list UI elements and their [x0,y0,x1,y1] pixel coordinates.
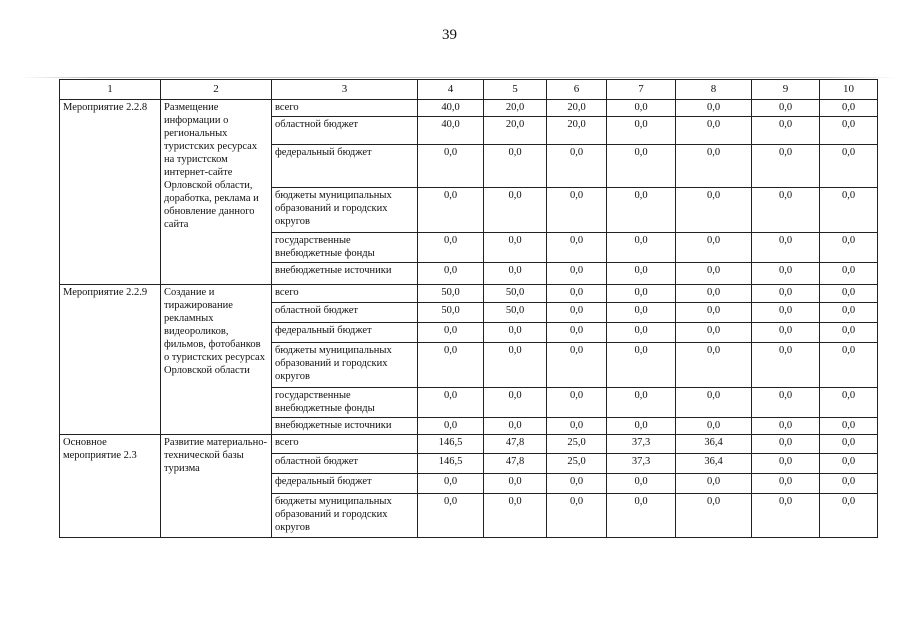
amount-cell: 20,0 [484,117,547,145]
amount-cell: 0,0 [752,285,820,303]
amount-cell: 0,0 [484,145,547,188]
table-row [60,285,878,303]
amount-cell: 0,0 [820,263,878,285]
amount-cell: 0,0 [547,188,607,233]
amount-cell: 0,0 [820,323,878,343]
amount-cell: 0,0 [547,388,607,418]
funding-source: федеральный бюджет [272,145,418,188]
amount-cell: 0,0 [607,303,676,323]
amount-cell: 0,0 [752,233,820,263]
amount-cell: 0,0 [484,263,547,285]
amount-cell: 0,0 [752,188,820,233]
amount-cell: 0,0 [418,263,484,285]
amount-cell: 0,0 [484,233,547,263]
amount-cell: 0,0 [607,285,676,303]
amount-cell: 0,0 [820,145,878,188]
column-header: 7 [607,80,676,100]
table-body [60,100,878,538]
amount-cell: 0,0 [752,418,820,435]
funding-source: внебюджетные источники [272,263,418,285]
amount-cell: 0,0 [820,435,878,454]
amount-cell: 36,4 [676,454,752,474]
amount-cell: 0,0 [676,388,752,418]
amount-cell: 20,0 [547,100,607,117]
amount-cell: 0,0 [676,233,752,263]
column-header: 9 [752,80,820,100]
amount-cell: 0,0 [752,388,820,418]
funding-source: государственные внебюджетные фонды [272,233,418,263]
amount-cell: 0,0 [676,303,752,323]
amount-cell: 0,0 [484,323,547,343]
funding-source: федеральный бюджет [272,474,418,494]
amount-cell: 0,0 [418,494,484,538]
amount-cell: 0,0 [607,188,676,233]
funding-source: всего [272,435,418,454]
funding-source: внебюджетные источники [272,418,418,435]
amount-cell: 0,0 [418,233,484,263]
amount-cell: 0,0 [607,117,676,145]
funding-source: областной бюджет [272,117,418,145]
amount-cell: 0,0 [752,117,820,145]
amount-cell: 0,0 [820,474,878,494]
activity-name: Мероприятие 2.2.9 [60,285,161,435]
amount-cell: 0,0 [484,474,547,494]
amount-cell: 36,4 [676,435,752,454]
amount-cell: 0,0 [418,188,484,233]
amount-cell: 0,0 [484,343,547,388]
header-row [60,80,878,100]
amount-cell: 0,0 [676,117,752,145]
funding-source: федеральный бюджет [272,323,418,343]
amount-cell: 0,0 [484,494,547,538]
amount-cell: 0,0 [752,263,820,285]
amount-cell: 0,0 [607,474,676,494]
amount-cell: 0,0 [607,100,676,117]
amount-cell: 0,0 [547,285,607,303]
activity-description: Создание и тиражирование рекламных видеороликов, фильмов, фотобанков о туристских ресурсах Орловской области [161,285,272,435]
amount-cell: 0,0 [676,285,752,303]
amount-cell: 0,0 [607,145,676,188]
amount-cell: 0,0 [547,263,607,285]
amount-cell: 0,0 [820,343,878,388]
amount-cell: 0,0 [607,233,676,263]
amount-cell: 0,0 [607,494,676,538]
amount-cell: 0,0 [676,494,752,538]
activity-name: Основное мероприятие 2.3 [60,435,161,538]
amount-cell: 0,0 [418,343,484,388]
amount-cell: 0,0 [418,145,484,188]
amount-cell: 0,0 [676,145,752,188]
amount-cell: 0,0 [607,263,676,285]
amount-cell: 20,0 [484,100,547,117]
activity-description: Развитие материально-технической базы туризма [161,435,272,538]
amount-cell: 50,0 [484,303,547,323]
amount-cell: 50,0 [418,285,484,303]
amount-cell: 0,0 [752,303,820,323]
amount-cell: 0,0 [820,454,878,474]
amount-cell: 0,0 [820,494,878,538]
amount-cell: 0,0 [607,418,676,435]
amount-cell: 0,0 [820,388,878,418]
amount-cell: 0,0 [752,435,820,454]
amount-cell: 47,8 [484,435,547,454]
amount-cell: 0,0 [547,323,607,343]
column-header: 8 [676,80,752,100]
amount-cell: 47,8 [484,454,547,474]
amount-cell: 0,0 [676,343,752,388]
page-number: 39 [442,27,457,43]
amount-cell: 146,5 [418,435,484,454]
amount-cell: 146,5 [418,454,484,474]
amount-cell: 0,0 [676,100,752,117]
funding-source: всего [272,100,418,117]
amount-cell: 0,0 [820,285,878,303]
budget-table [59,79,878,538]
funding-source: областной бюджет [272,454,418,474]
funding-source: бюджеты муниципальных образований и городских округов [272,343,418,388]
amount-cell: 0,0 [820,100,878,117]
column-header: 6 [547,80,607,100]
amount-cell: 0,0 [676,474,752,494]
funding-source: бюджеты муниципальных образований и городских округов [272,494,418,538]
table-row [60,100,878,117]
amount-cell: 0,0 [484,188,547,233]
column-header: 1 [60,80,161,100]
amount-cell: 50,0 [484,285,547,303]
amount-cell: 0,0 [484,418,547,435]
amount-cell: 0,0 [752,145,820,188]
amount-cell: 0,0 [547,233,607,263]
amount-cell: 0,0 [547,494,607,538]
amount-cell: 0,0 [752,454,820,474]
amount-cell: 37,3 [607,435,676,454]
amount-cell: 0,0 [607,323,676,343]
column-header: 5 [484,80,547,100]
amount-cell: 40,0 [418,117,484,145]
amount-cell: 0,0 [752,494,820,538]
table-row [60,435,878,454]
funding-source: областной бюджет [272,303,418,323]
column-header: 4 [418,80,484,100]
funding-source: государственные внебюджетные фонды [272,388,418,418]
amount-cell: 0,0 [484,388,547,418]
amount-cell: 0,0 [418,323,484,343]
amount-cell: 0,0 [547,474,607,494]
amount-cell: 0,0 [607,343,676,388]
column-header: 2 [161,80,272,100]
amount-cell: 0,0 [676,188,752,233]
funding-source: бюджеты муниципальных образований и городских округов [272,188,418,233]
activity-description: Размещение информации о региональных туристских ресурсах на туристском интернет-сайте Орловской области, доработка, реклама и обновление данного сайта [161,100,272,285]
amount-cell: 0,0 [676,418,752,435]
column-header: 3 [272,80,418,100]
amount-cell: 25,0 [547,435,607,454]
amount-cell: 0,0 [547,145,607,188]
column-header: 10 [820,80,878,100]
amount-cell: 40,0 [418,100,484,117]
activity-name: Мероприятие 2.2.8 [60,100,161,285]
amount-cell: 0,0 [418,418,484,435]
scan-artifact-line [20,77,896,78]
amount-cell: 0,0 [820,303,878,323]
amount-cell: 0,0 [607,388,676,418]
amount-cell: 25,0 [547,454,607,474]
amount-cell: 0,0 [547,343,607,388]
amount-cell: 0,0 [752,100,820,117]
amount-cell: 0,0 [820,188,878,233]
amount-cell: 0,0 [547,303,607,323]
amount-cell: 0,0 [676,263,752,285]
amount-cell: 0,0 [547,418,607,435]
amount-cell: 0,0 [820,418,878,435]
amount-cell: 0,0 [752,343,820,388]
amount-cell: 0,0 [820,233,878,263]
funding-source: всего [272,285,418,303]
amount-cell: 50,0 [418,303,484,323]
amount-cell: 0,0 [820,117,878,145]
amount-cell: 0,0 [418,388,484,418]
amount-cell: 0,0 [418,474,484,494]
amount-cell: 0,0 [752,474,820,494]
amount-cell: 20,0 [547,117,607,145]
amount-cell: 0,0 [676,323,752,343]
amount-cell: 0,0 [752,323,820,343]
amount-cell: 37,3 [607,454,676,474]
